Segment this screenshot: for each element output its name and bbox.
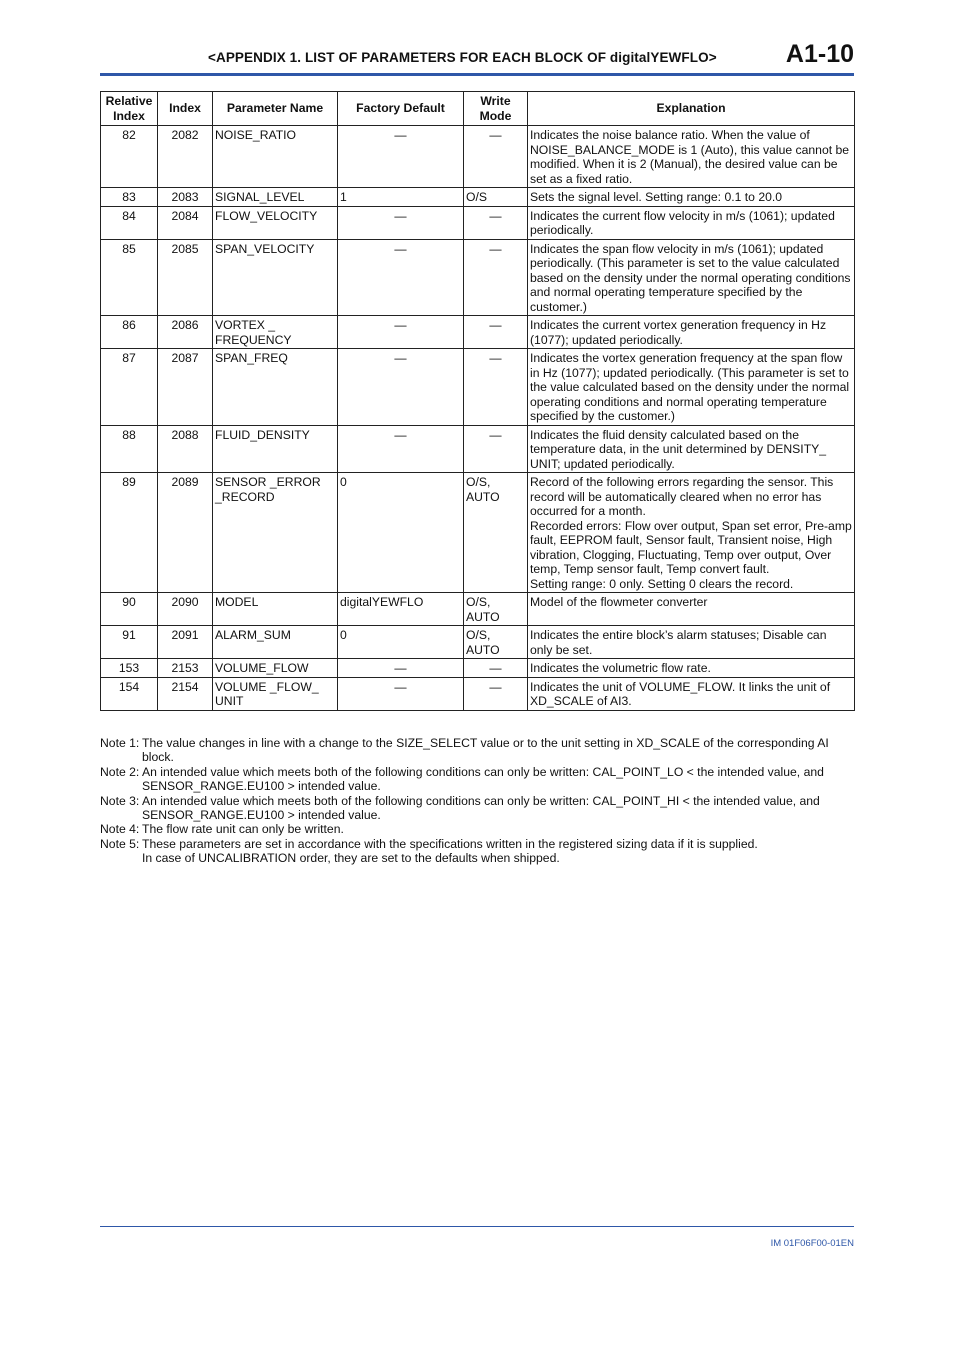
cell-parameter-name: VORTEX _ FREQUENCY: [213, 316, 338, 349]
cell-index: 2084: [158, 206, 213, 239]
cell-factory-default: —: [338, 677, 464, 710]
cell-index: 2087: [158, 349, 213, 426]
table-row: [101, 593, 855, 626]
cell-explanation: Model of the flowmeter converter: [528, 593, 855, 626]
cell-index: 2154: [158, 677, 213, 710]
cell-index: 2090: [158, 593, 213, 626]
cell-parameter-name: SPAN_VELOCITY: [213, 239, 338, 316]
cell-factory-default: —: [338, 425, 464, 473]
table-header-row: [101, 92, 855, 126]
cell-explanation: Record of the following errors regarding the sensor. This record will be automatically cleared when no error has occurred for a month. Recorded errors: Flow over output, Span set error, Pre-amp fault, EEPROM fault, Sensor fault, Transient noise, High vibration, Clogging, Fluctuating, Temp over output, Over temp, Temp sensor fault, Temp convert fault. Setting range: 0 only. Setting 0 clears the record.: [528, 473, 855, 593]
cell-factory-default: 0: [338, 473, 464, 593]
cell-relative-index: 85: [101, 239, 158, 316]
cell-relative-index: 82: [101, 126, 158, 188]
cell-explanation: Indicates the unit of VOLUME_FLOW. It links the unit of XD_SCALE of AI3.: [528, 677, 855, 710]
table-row: [101, 677, 855, 710]
cell-explanation: Indicates the entire block’s alarm statuses; Disable can only be set.: [528, 626, 855, 659]
cell-parameter-name: MODEL: [213, 593, 338, 626]
table-body: [101, 126, 855, 711]
note-label: Note 4:: [100, 822, 140, 837]
note-text: An intended value which meets both of the following conditions can only be written: CAL_POINT_LO < the intended value, and SENSOR_RANGE.EU100 > intended value.: [142, 764, 824, 794]
cell-factory-default: —: [338, 239, 464, 316]
cell-explanation: Indicates the current vortex generation frequency in Hz (1077); updated periodically.: [528, 316, 855, 349]
cell-factory-default: —: [338, 659, 464, 678]
cell-explanation: Sets the signal level. Setting range: 0.1 to 20.0: [528, 188, 855, 207]
cell-index: 2082: [158, 126, 213, 188]
parameter-table: [100, 91, 855, 711]
col-relative-index: Relative Index: [101, 92, 158, 126]
note-text: An intended value which meets both of the following conditions can only be written: CAL_POINT_HI < the intended value, and SENSOR_RANGE.EU100 > intended value.: [142, 793, 820, 823]
page-number: A1-10: [785, 40, 854, 68]
cell-relative-index: 88: [101, 425, 158, 473]
cell-parameter-name: VOLUME_FLOW: [213, 659, 338, 678]
appendix-title: <APPENDIX 1. LIST OF PARAMETERS FOR EACH BLOCK OF digitalYEWFLO>: [208, 50, 717, 65]
cell-relative-index: 83: [101, 188, 158, 207]
cell-factory-default: —: [338, 126, 464, 188]
note-item: [100, 822, 854, 836]
cell-write-mode: —: [464, 349, 528, 426]
note-item: [100, 794, 854, 823]
cell-explanation: Indicates the volumetric flow rate.: [528, 659, 855, 678]
cell-write-mode: —: [464, 677, 528, 710]
cell-parameter-name: SIGNAL_LEVEL: [213, 188, 338, 207]
cell-write-mode: —: [464, 659, 528, 678]
col-factory-default: Factory Default: [338, 92, 464, 126]
cell-write-mode: —: [464, 425, 528, 473]
note-text: The flow rate unit can only be written.: [142, 822, 344, 837]
cell-relative-index: 87: [101, 349, 158, 426]
table-row: [101, 188, 855, 207]
table-row: [101, 659, 855, 678]
cell-factory-default: 1: [338, 188, 464, 207]
cell-relative-index: 153: [101, 659, 158, 678]
note-label: Note 1:: [100, 736, 140, 750]
cell-relative-index: 89: [101, 473, 158, 593]
cell-parameter-name: ALARM_SUM: [213, 626, 338, 659]
cell-factory-default: —: [338, 349, 464, 426]
cell-relative-index: 86: [101, 316, 158, 349]
col-explanation: Explanation: [528, 92, 855, 126]
page-header: [100, 40, 854, 74]
cell-explanation: Indicates the fluid density calculated based on the temperature data, in the unit determined by DENSITY_ UNIT; updated periodically.: [528, 425, 855, 473]
cell-parameter-name: FLUID_DENSITY: [213, 425, 338, 473]
cell-write-mode: —: [464, 239, 528, 316]
table-row: [101, 239, 855, 316]
cell-factory-default: 0: [338, 626, 464, 659]
note-label: Note 3:: [100, 793, 140, 808]
cell-index: 2089: [158, 473, 213, 593]
cell-index: 2086: [158, 316, 213, 349]
cell-explanation: Indicates the current flow velocity in m/s (1061); updated periodically.: [528, 206, 855, 239]
cell-index: 2085: [158, 239, 213, 316]
cell-write-mode: —: [464, 316, 528, 349]
cell-write-mode: —: [464, 206, 528, 239]
footer-rule: [100, 1226, 854, 1227]
table-row: [101, 425, 855, 473]
cell-factory-default: digitalYEWFLO: [338, 593, 464, 626]
col-write-mode: Write Mode: [464, 92, 528, 126]
table-row: [101, 316, 855, 349]
cell-relative-index: 154: [101, 677, 158, 710]
note-item: [100, 765, 854, 794]
cell-factory-default: —: [338, 316, 464, 349]
cell-explanation: Indicates the noise balance ratio. When the value of NOISE_BALANCE_MODE is 1 (Auto), this value cannot be modified. When it is 2 (Manual), the desired value can be set as a fixed ratio.: [528, 126, 855, 188]
note-label: Note 2:: [100, 764, 140, 779]
note-item: [100, 837, 854, 866]
cell-index: 2091: [158, 626, 213, 659]
table-row: [101, 126, 855, 188]
note-item: [100, 736, 854, 765]
cell-write-mode: O/S, AUTO: [464, 626, 528, 659]
table-row: [101, 473, 855, 593]
cell-index: 2088: [158, 425, 213, 473]
cell-parameter-name: SENSOR _ERROR _RECORD: [213, 473, 338, 593]
note-text: These parameters are set in accordance with the specifications written in the registered sizing data if it is supplied. In case of UNCALIBRATION order, they are set to the defaults when shipped.: [142, 836, 758, 866]
document-id: IM 01F06F00-01EN: [770, 1238, 854, 1249]
cell-relative-index: 91: [101, 626, 158, 659]
cell-write-mode: —: [464, 126, 528, 188]
cell-explanation: Indicates the vortex generation frequency at the span flow in Hz (1077); updated periodically. (This parameter is set to the value calculated based on the density under the normal operating conditions and normal operating temperature specified by the customer.): [528, 349, 855, 426]
table-row: [101, 626, 855, 659]
cell-index: 2083: [158, 188, 213, 207]
cell-relative-index: 84: [101, 206, 158, 239]
cell-parameter-name: VOLUME _FLOW_ UNIT: [213, 677, 338, 710]
table-row: [101, 206, 855, 239]
cell-write-mode: O/S, AUTO: [464, 593, 528, 626]
col-parameter-name: Parameter Name: [213, 92, 338, 126]
cell-parameter-name: NOISE_RATIO: [213, 126, 338, 188]
cell-relative-index: 90: [101, 593, 158, 626]
cell-index: 2153: [158, 659, 213, 678]
cell-write-mode: O/S: [464, 188, 528, 207]
cell-write-mode: O/S, AUTO: [464, 473, 528, 593]
cell-parameter-name: FLOW_VELOCITY: [213, 206, 338, 239]
note-label: Note 5:: [100, 836, 140, 851]
cell-factory-default: —: [338, 206, 464, 239]
header-rule: [100, 73, 854, 76]
col-index: Index: [158, 92, 213, 126]
note-text: The value changes in line with a change to the SIZE_SELECT value or to the unit setting in XD_SCALE of the corresponding AI block.: [142, 736, 829, 765]
notes-section: [100, 736, 854, 866]
cell-parameter-name: SPAN_FREQ: [213, 349, 338, 426]
table-row: [101, 349, 855, 426]
cell-explanation: Indicates the span flow velocity in m/s (1061); updated periodically. (This parameter is set to the value calculated based on the density under the normal operating conditions and normal operating temperature specified by the customer.): [528, 239, 855, 316]
